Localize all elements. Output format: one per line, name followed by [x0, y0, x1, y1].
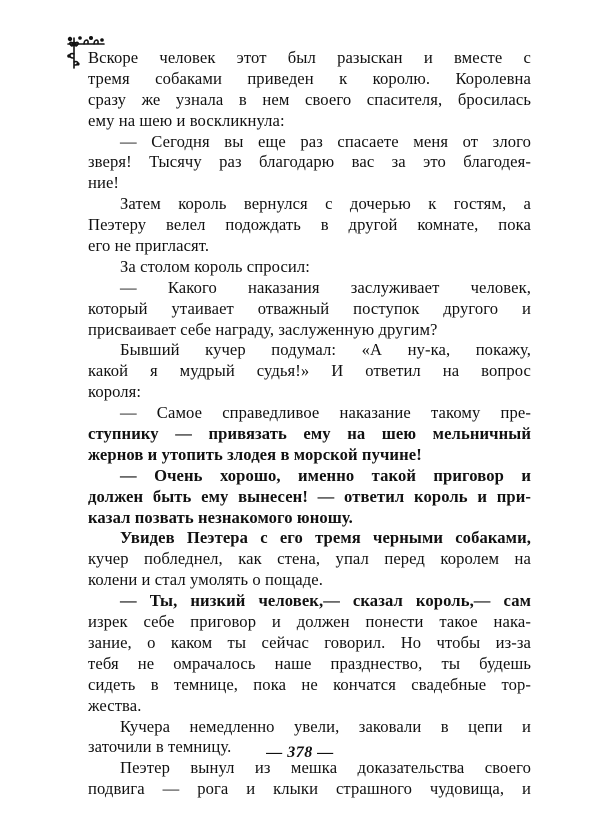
text-line: ступнику — привязать ему на шею мельничный: [88, 424, 531, 444]
text-line: — Очень хорошо, именно такой приговор и: [120, 465, 531, 485]
text-line: ние!: [88, 173, 120, 193]
text-line: заточили в темницу.: [88, 737, 232, 757]
text-line: — Самое справедливое наказание такому пре-: [120, 403, 531, 423]
text-line: кучер побледнел, как стена, упал перед королем на: [88, 549, 531, 569]
text-line: колени и стал умолять о пощаде.: [88, 570, 323, 590]
text-line: казал позвать незнакомого юношу.: [88, 507, 353, 527]
text-line: Бывший кучер подумал: «А ну-ка, покажу,: [120, 340, 531, 360]
text-line: Пеэтер вынул из мешка доказательства своего: [120, 758, 531, 778]
text-line: сидеть в темнице, пока не кончатся свадебные тор-: [88, 674, 531, 694]
story-text: [88, 48, 531, 800]
text-line: За столом король спросил:: [120, 256, 310, 276]
text-line: присваивает себе награду, заслуженную другим?: [88, 319, 438, 339]
text-line: зание, о каком ты сейчас говорил. Но чтобы из-за: [88, 632, 531, 652]
text-line: короля:: [88, 382, 142, 402]
text-line: Вскоре человек этот был разыскан и вместе с: [88, 48, 531, 67]
text-line: подвига — рога и клыки страшного чудовища, и: [88, 779, 531, 799]
page-number: — 378 —: [266, 744, 334, 761]
text-line: изрек себе приговор и должен понести такое нака-: [88, 612, 531, 632]
text-line: — Сегодня вы еще раз спасаете меня от злого: [120, 131, 531, 151]
text-line: Увидев Пеэтера с его тремя черными собаками,: [120, 528, 531, 548]
text-line: его не пригласят.: [88, 236, 210, 256]
text-line: жества.: [88, 695, 142, 715]
text-line: зверя! Тысячу раз благодарю вас за это благодея-: [88, 152, 531, 172]
text-line: — Ты, низкий человек,— сказал король,— сам: [120, 591, 531, 611]
text-line: тремя собаками приведен к королю. Королевна: [88, 68, 531, 88]
text-line: Пеэтеру велел подождать в другой комнате, пока: [88, 215, 531, 235]
text-line: тебя не омрачалось наше празднество, ты будешь: [88, 653, 531, 673]
text-line: должен быть ему вынесен! — ответил король и при-: [88, 486, 531, 506]
text-line: Затем король вернулся с дочерью к гостям, а: [120, 194, 531, 214]
text-line: какой я мудрый судья!» И ответил на вопрос: [88, 361, 531, 381]
text-line: жернов и утопить злодея в морской пучине!: [88, 444, 422, 464]
text-line: Кучера немедленно увели, заковали в цепи и: [120, 716, 531, 736]
text-line: сразу же узнала в нем своего спасителя, бросилась: [88, 89, 531, 109]
text-line: — Какого наказания заслуживает человек,: [120, 277, 531, 297]
text-line: ему на шею и воскликнула:: [88, 110, 285, 130]
text-line: который утаивает отважный поступок другого и: [88, 298, 531, 318]
